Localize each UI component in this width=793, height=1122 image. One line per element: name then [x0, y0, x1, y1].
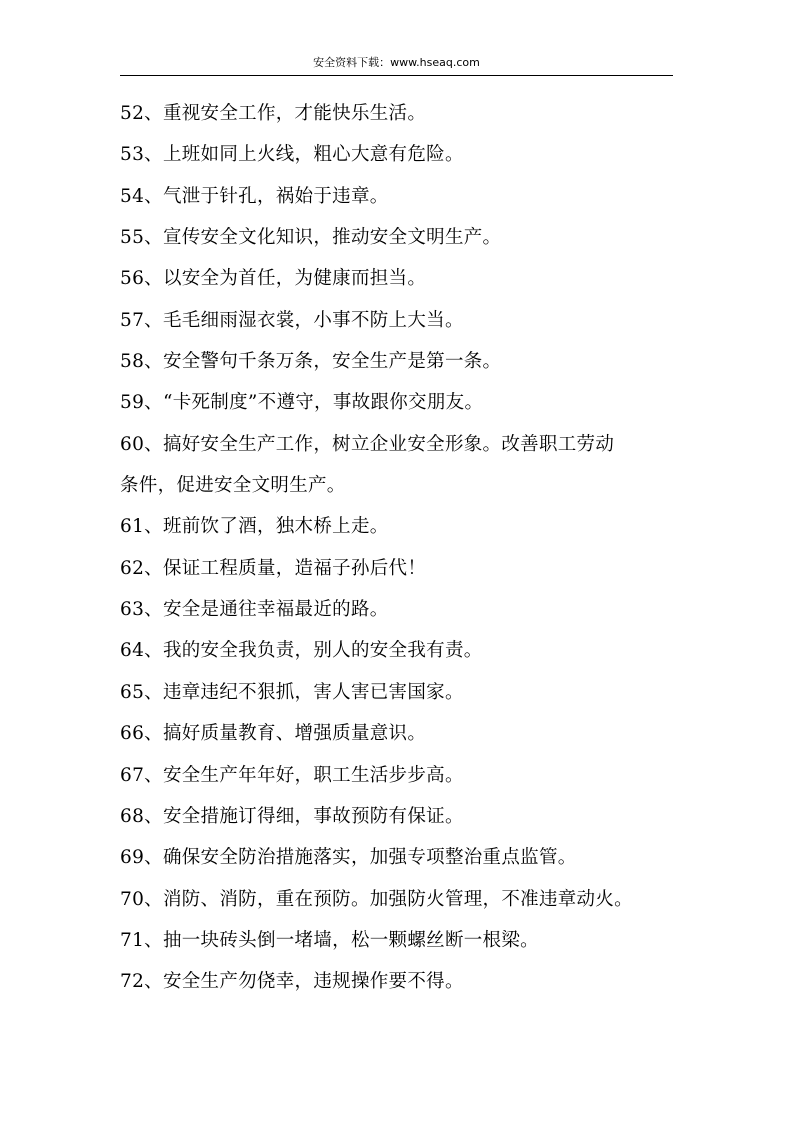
slogan-line: 62、保证工程质量，造福子孙后代！: [120, 557, 427, 579]
slogan-line: 54、气泄于针孔，祸始于违章。: [120, 185, 389, 207]
slogan-line: 53、上班如同上火线，粗心大意有危险。: [120, 144, 464, 166]
slogan-line: 70、消防、消防，重在预防。加强防火管理，不准违章动火。: [120, 888, 633, 910]
slogan-line-continued: 条件，促进安全文明生产。: [120, 475, 346, 497]
slogan-list: [120, 93, 678, 1003]
slogan-line: 61、班前饮了酒，独木桥上走。: [120, 516, 389, 538]
slogan-line: 59、“卡死制度”不遵守，事故跟你交朋友。: [120, 392, 484, 414]
slogan-line: 57、毛毛细雨湿衣裳，小事不防上大当。: [120, 309, 464, 331]
slogan-line: 65、违章违纪不狠抓，害人害已害国家。: [120, 681, 464, 703]
slogan-line: 72、安全生产勿侥幸，违规操作要不得。: [120, 971, 464, 993]
slogan-line: 71、抽一块砖头倒一堵墙，松一颗螺丝断一根梁。: [120, 929, 539, 951]
slogan-line: 63、安全是通往幸福最近的路。: [120, 599, 389, 621]
slogan-line: 52、重视安全工作，才能快乐生活。: [120, 103, 427, 124]
slogan-line: 64、我的安全我负责，别人的安全我有责。: [120, 640, 483, 662]
slogan-line: 60、搞好安全生产工作，树立企业安全形象。改善职工劳动: [120, 433, 615, 455]
slogan-line: 69、确保安全防治措施落实，加强专项整治重点监管。: [120, 847, 577, 869]
slogan-line: 58、安全警句千条万条，安全生产是第一条。: [120, 351, 502, 373]
slogan-line: 55、宣传安全文化知识，推动安全文明生产。: [120, 227, 502, 249]
slogan-line: 66、搞好质量教育、增强质量意识。: [120, 723, 427, 745]
slogan-line: 56、以安全为首任，为健康而担当。: [120, 268, 427, 290]
slogan-line: 67、安全生产年年好，职工生活步步高。: [120, 764, 464, 786]
page-header: 安全资料下载：www.hseaq.com: [120, 55, 673, 76]
slogan-line: 68、安全措施订得细，事故预防有保证。: [120, 805, 464, 827]
